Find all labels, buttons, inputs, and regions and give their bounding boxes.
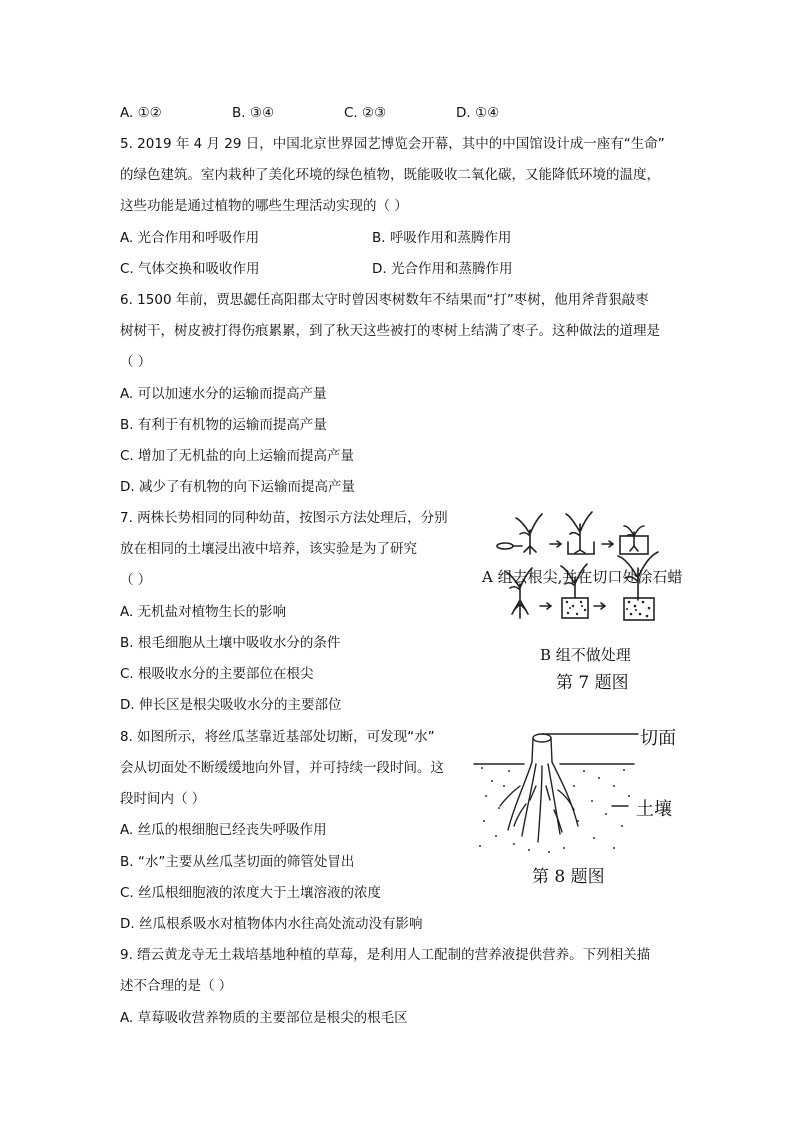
q5-option-b: B. 呼吸作用和蒸腾作用 [372, 230, 512, 246]
q7-option-b: B. 根毛细胞从土壤中吸收水分的条件 [120, 635, 341, 651]
q7-stem-line-3: （ ） [120, 572, 152, 588]
q8-option-c: C. 丝瓜根细胞液的浓度大于土壤溶液的浓度 [120, 885, 382, 901]
q8-figure-caption: 第 8 题图 [532, 867, 605, 887]
q8-figure-diagram [474, 726, 644, 856]
q7-stem-line-2: 放在相同的土壤浸出液中培养，该实验是为了研究 [120, 541, 417, 557]
q7-option-d: D. 伸长区是根尖吸收水分的主要部位 [120, 697, 342, 713]
q8-option-a: A. 丝瓜的根细胞已经丧失呼吸作用 [120, 822, 327, 838]
q4-option-b: B. ③④ [232, 105, 275, 121]
q8-figure-label-cut: 切面 [640, 728, 676, 749]
q7-option-a: A. 无机盐对植物生长的影响 [120, 604, 287, 620]
q6-option-d: D. 减少了有机物的向下运输而提高产量 [120, 479, 355, 495]
q5-stem-line-2: 的绿色建筑。室内栽种了美化环境的绿色植物，既能吸收二氧化碳，又能降低环境的温度， [120, 167, 660, 183]
q5-stem-line-3: 这些功能是通过植物的哪些生理活动实现的（ ） [120, 198, 408, 214]
q8-stem-line-3: 段时间内（ ） [120, 791, 206, 807]
q9-stem-line-2: 述不合理的是（ ） [120, 978, 233, 994]
q5-stem-line-1: 5. 2019 年 4 月 29 日，中国北京世界园艺博览会开幕，其中的中国馆设计成一座有“生命” [120, 136, 665, 152]
q9-stem-line-1: 9. 缙云黄龙寺无土栽培基地种植的草莓，是利用人工配制的营养液提供营养。下列相关描 [120, 947, 651, 963]
q8-figure-label-soil: 土壤 [636, 799, 672, 820]
q6-stem-line-3: （ ） [120, 354, 152, 370]
q4-option-a: A. ①② [120, 105, 162, 121]
q4-option-d: D. ①④ [456, 105, 500, 121]
q7-figure-label-a: A 组去根尖,并在切口处涂石蜡 [482, 568, 683, 586]
q6-option-b: B. 有利于有机物的运输而提高产量 [120, 417, 327, 433]
q6-option-c: C. 增加了无机盐的向上运输而提高产量 [120, 448, 355, 464]
q7-figure-label-b: B 组不做处理 [540, 646, 631, 664]
q8-option-b: B. “水”主要从丝瓜茎切面的筛管处冒出 [120, 854, 355, 870]
q4-option-c: C. ②③ [344, 105, 387, 121]
q8-option-d: D. 丝瓜根系吸水对植物体内水往高处流动没有影响 [120, 916, 423, 932]
q6-stem-line-1: 6. 1500 年前，贾思勰任高阳郡太守时曾因枣树数年不结果而“打”枣树，他用斧背狠敲枣 [120, 292, 649, 308]
q6-option-a: A. 可以加速水分的运输而提高产量 [120, 386, 327, 402]
q5-option-a: A. 光合作用和呼吸作用 [120, 230, 260, 246]
q7-figure-caption: 第 7 题图 [556, 673, 629, 693]
q9-option-a: A. 草莓吸收营养物质的主要部位是根尖的根毛区 [120, 1010, 408, 1026]
q8-stem-line-2: 会从切面处不断缓缓地向外冒，并可持续一段时间。这 [120, 760, 444, 776]
q6-stem-line-2: 树树干，树皮被打得伤痕累累，到了秋天这些被打的枣树上结满了枣子。这种做法的道理是 [120, 323, 660, 339]
q5-option-d: D. 光合作用和蒸腾作用 [372, 261, 513, 277]
q8-stem-line-1: 8. 如图所示，将丝瓜茎靠近基部处切断，可发现“水” [120, 729, 435, 745]
q5-option-c: C. 气体交换和吸收作用 [120, 261, 260, 277]
q7-option-c: C. 根吸收水分的主要部位在根尖 [120, 666, 314, 682]
q7-stem-line-1: 7. 两株长势相同的同种幼苗，按图示方法处理后，分别 [120, 510, 448, 526]
